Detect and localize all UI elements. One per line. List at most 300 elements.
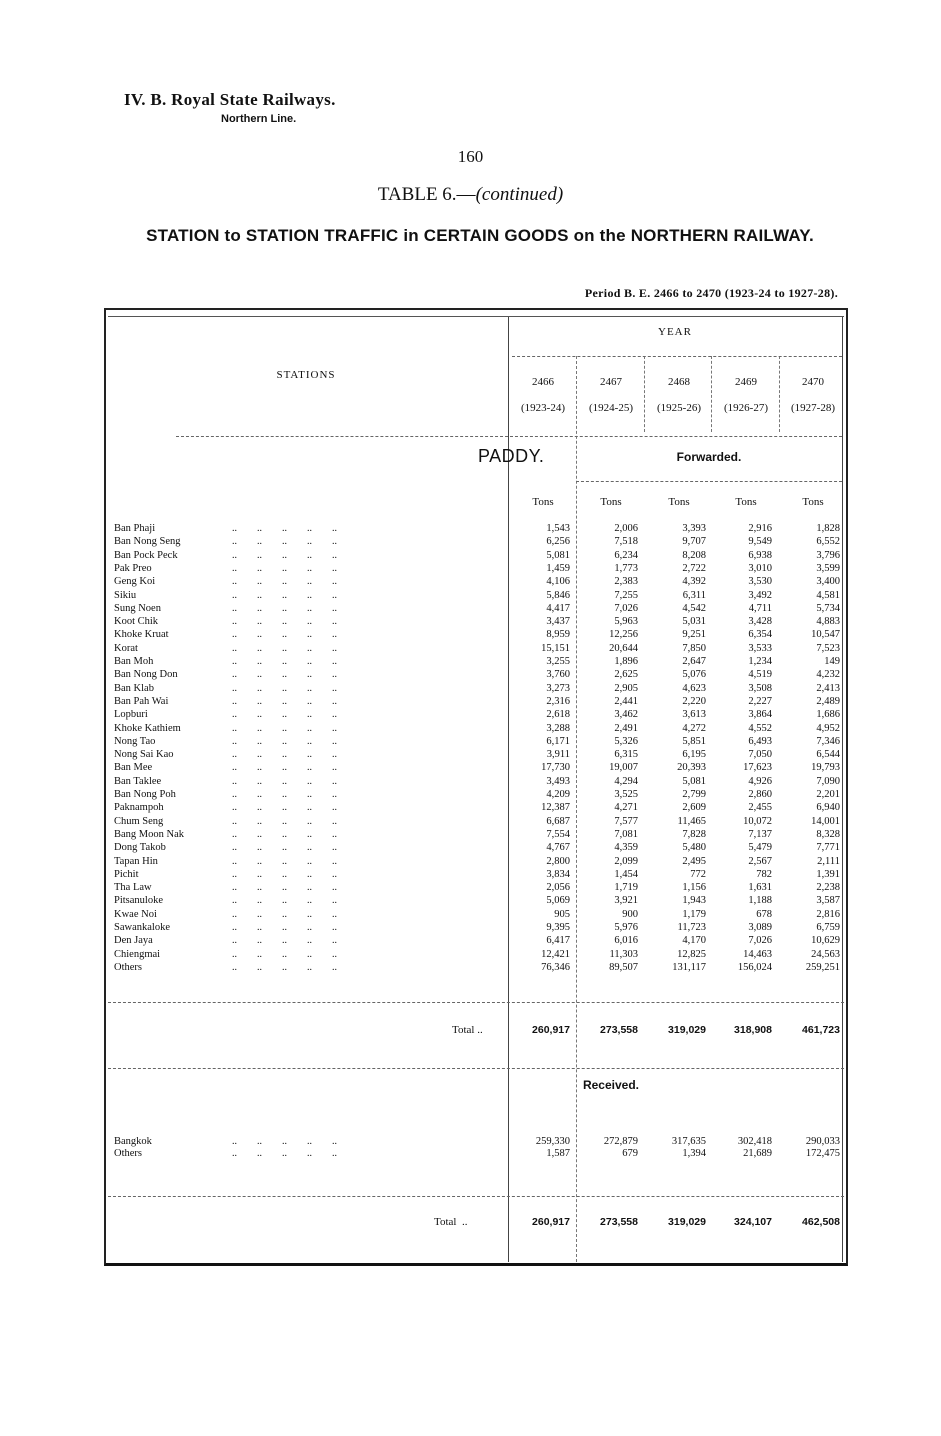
cell-value: 1,631 xyxy=(748,882,772,894)
station-name: Dong Takob xyxy=(114,842,166,854)
cell-value: 3,911 xyxy=(546,749,570,761)
total-label: Total .. xyxy=(434,1216,468,1228)
cell-value: 7,518 xyxy=(614,536,638,548)
cell-value: 3,525 xyxy=(614,789,638,800)
total-value: 319,029 xyxy=(668,1216,706,1228)
table-row xyxy=(114,1147,844,1160)
station-name: Ban Pock Peck xyxy=(114,549,178,561)
station-name: Pitsanuloke xyxy=(114,895,163,907)
cell-value: 2,722 xyxy=(682,562,706,574)
cell-value: 7,026 xyxy=(748,935,772,947)
cell-value: 1,828 xyxy=(816,523,840,534)
cell-value: 2,495 xyxy=(682,855,706,867)
cell-value: 4,623 xyxy=(682,682,706,694)
cell-value: 1,156 xyxy=(682,882,706,894)
cell-value: 5,976 xyxy=(614,922,638,933)
leader-dots: .. .. .. .. .. xyxy=(232,789,337,800)
cell-value: 3,834 xyxy=(546,868,570,880)
table-row xyxy=(114,615,844,628)
cell-value: 3,493 xyxy=(546,775,570,787)
cell-value: 6,234 xyxy=(614,549,638,561)
cell-value: 3,288 xyxy=(546,722,570,734)
cell-value: 905 xyxy=(554,908,570,920)
cell-value: 2,006 xyxy=(614,523,638,534)
cell-value: 900 xyxy=(622,908,638,920)
year-ad: (1924-25) xyxy=(589,402,633,414)
cell-value: 5,851 xyxy=(682,735,706,747)
total-value: 462,508 xyxy=(802,1216,840,1228)
cell-value: 2,413 xyxy=(816,682,840,694)
main-title: STATION to STATION TRAFFIC in CERTAIN GOODS on the NORTHERN RAILWAY. xyxy=(146,226,814,245)
table-rule xyxy=(108,1068,844,1069)
cell-value: 3,400 xyxy=(816,576,840,588)
leader-dots: .. .. .. .. .. xyxy=(232,775,337,787)
station-name: Chiengmai xyxy=(114,948,161,960)
cell-value: 5,480 xyxy=(682,842,706,854)
cell-value: 6,195 xyxy=(682,749,706,761)
cell-value: 7,255 xyxy=(614,589,638,601)
cell-value: 2,800 xyxy=(546,855,570,867)
total-value: 461,723 xyxy=(802,1024,840,1036)
cell-value: 17,730 xyxy=(541,762,570,774)
leader-dots: .. .. .. .. .. xyxy=(232,908,337,920)
cell-value: 21,689 xyxy=(743,1148,772,1159)
cell-value: 12,421 xyxy=(541,948,570,960)
table-row xyxy=(114,628,844,641)
cell-value: 4,359 xyxy=(614,842,638,854)
cell-value: 131,117 xyxy=(672,961,706,973)
cell-value: 3,530 xyxy=(748,576,772,588)
cell-value: 2,491 xyxy=(614,722,638,734)
cell-value: 7,577 xyxy=(614,815,638,827)
cell-value: 8,208 xyxy=(682,549,706,561)
station-name: Ban Klab xyxy=(114,682,154,694)
cell-value: 2,647 xyxy=(682,656,706,667)
cell-value: 89,507 xyxy=(609,961,638,973)
station-name: Paknampoh xyxy=(114,802,164,814)
cell-value: 6,687 xyxy=(546,815,570,827)
station-name: Ban Moh xyxy=(114,656,154,667)
station-name: Koot Chik xyxy=(114,616,159,628)
table-row xyxy=(114,761,844,774)
cell-value: 3,255 xyxy=(546,656,570,667)
cell-value: 317,635 xyxy=(671,1136,706,1147)
station-name: Chum Seng xyxy=(114,815,164,827)
leader-dots: .. .. .. .. .. xyxy=(232,669,337,681)
cell-value: 2,916 xyxy=(748,523,772,534)
table-row xyxy=(114,522,844,535)
cell-value: 6,315 xyxy=(614,749,638,761)
table-row xyxy=(114,828,844,841)
cell-value: 5,734 xyxy=(816,602,840,614)
cell-value: 272,879 xyxy=(603,1136,638,1147)
cell-value: 4,952 xyxy=(816,722,840,734)
cell-value: 7,523 xyxy=(816,642,840,654)
year-ad: (1927-28) xyxy=(791,402,835,414)
leader-dots: .. .. .. .. .. xyxy=(232,735,337,747)
cell-value: 7,828 xyxy=(682,828,706,840)
received-label: Received. xyxy=(582,1078,640,1092)
station-name: Sikiu xyxy=(114,589,137,601)
table-rule xyxy=(176,436,842,437)
year-be: 2466 xyxy=(532,376,554,388)
cell-value: 1,896 xyxy=(614,656,638,667)
cell-value: 290,033 xyxy=(805,1136,840,1147)
cell-value: 4,170 xyxy=(682,935,706,947)
station-name: Others xyxy=(114,1148,142,1159)
year-ad: (1923-24) xyxy=(521,402,565,414)
leader-dots: .. .. .. .. .. xyxy=(232,562,337,574)
cell-value: 2,099 xyxy=(614,855,638,867)
cell-value: 1,943 xyxy=(682,895,706,907)
station-name: Korat xyxy=(114,642,138,654)
station-name: Sung Noen xyxy=(114,602,161,614)
cell-value: 8,959 xyxy=(546,629,570,641)
table-row xyxy=(114,775,844,788)
leader-dots: .. .. .. .. .. xyxy=(232,935,337,947)
station-name: Ban Taklee xyxy=(114,775,162,787)
table-row xyxy=(114,748,844,761)
cell-value: 2,111 xyxy=(817,855,840,867)
cell-value: 1,188 xyxy=(748,895,772,907)
cell-value: 5,326 xyxy=(614,735,638,747)
table-row xyxy=(114,894,844,907)
cell-value: 2,383 xyxy=(614,576,638,588)
unit-label: Tons xyxy=(735,496,757,508)
cell-value: 4,392 xyxy=(682,576,706,588)
station-name: Others xyxy=(114,961,142,973)
cell-value: 5,479 xyxy=(748,842,772,854)
cell-value: 11,465 xyxy=(677,815,706,827)
cell-value: 3,089 xyxy=(748,922,772,933)
cell-value: 4,417 xyxy=(546,602,570,614)
year-be: 2470 xyxy=(802,376,824,388)
cell-value: 7,026 xyxy=(614,602,638,614)
leader-dots: .. .. .. .. .. xyxy=(232,709,337,721)
leader-dots: .. .. .. .. .. xyxy=(232,855,337,867)
cell-value: 24,563 xyxy=(811,948,840,960)
cell-value: 4,926 xyxy=(748,775,772,787)
year-header: YEAR xyxy=(658,326,692,338)
cell-value: 3,428 xyxy=(748,616,772,628)
cell-value: 4,272 xyxy=(682,722,706,734)
station-name: Ban Nong Poh xyxy=(114,789,176,800)
year-be: 2467 xyxy=(600,376,622,388)
cell-value: 2,905 xyxy=(614,682,638,694)
cell-value: 259,251 xyxy=(805,961,840,973)
cell-value: 2,609 xyxy=(682,802,706,814)
leader-dots: .. .. .. .. .. xyxy=(232,695,337,707)
leader-dots: .. .. .. .. .. xyxy=(232,722,337,734)
cell-value: 3,393 xyxy=(682,523,706,534)
cell-value: 9,251 xyxy=(682,629,706,641)
cell-value: 7,850 xyxy=(682,642,706,654)
cell-value: 3,599 xyxy=(816,562,840,574)
cell-value: 1,394 xyxy=(682,1148,706,1159)
cell-value: 19,007 xyxy=(609,762,638,774)
table-row xyxy=(114,908,844,921)
table-row xyxy=(114,575,844,588)
cell-value: 6,552 xyxy=(816,536,840,548)
table-row xyxy=(114,708,844,721)
leader-dots: .. .. .. .. .. xyxy=(232,1148,337,1159)
cell-value: 678 xyxy=(756,908,772,920)
table-row xyxy=(114,921,844,934)
table-row xyxy=(114,855,844,868)
cell-value: 6,759 xyxy=(816,922,840,933)
station-name: Tapan Hin xyxy=(114,855,158,867)
cell-value: 4,106 xyxy=(546,576,570,588)
cell-value: 5,069 xyxy=(546,895,570,907)
cell-value: 2,489 xyxy=(816,695,840,707)
station-name: Ban Phaji xyxy=(114,523,156,534)
cell-value: 3,492 xyxy=(748,589,772,601)
station-name: Nong Tao xyxy=(114,735,156,747)
cell-value: 4,552 xyxy=(748,722,772,734)
cell-value: 679 xyxy=(622,1148,638,1159)
cell-value: 6,311 xyxy=(682,589,706,601)
cell-value: 7,346 xyxy=(816,735,840,747)
leader-dots: .. .. .. .. .. xyxy=(232,895,337,907)
cell-value: 172,475 xyxy=(805,1148,840,1159)
cell-value: 2,618 xyxy=(546,709,570,721)
cell-value: 10,547 xyxy=(811,629,840,641)
cell-value: 3,462 xyxy=(614,709,638,721)
cell-value: 2,201 xyxy=(816,789,840,800)
cell-value: 19,793 xyxy=(811,762,840,774)
cell-value: 8,328 xyxy=(816,828,840,840)
table-rule xyxy=(576,481,842,482)
cell-value: 76,346 xyxy=(541,961,570,973)
cell-value: 5,846 xyxy=(546,589,570,601)
cell-value: 12,387 xyxy=(541,802,570,814)
table-row xyxy=(114,868,844,881)
stations-header: STATIONS xyxy=(276,369,336,381)
table-row xyxy=(114,682,844,695)
cell-value: 2,625 xyxy=(614,669,638,681)
cell-value: 7,554 xyxy=(546,828,570,840)
table-row xyxy=(114,549,844,562)
cell-value: 3,437 xyxy=(546,616,570,628)
cell-value: 14,001 xyxy=(811,815,840,827)
cell-value: 1,587 xyxy=(546,1148,570,1159)
year-be: 2468 xyxy=(668,376,690,388)
cell-value: 1,179 xyxy=(682,908,706,920)
cell-value: 4,271 xyxy=(614,802,638,814)
cell-value: 9,707 xyxy=(682,536,706,548)
leader-dots: .. .. .. .. .. xyxy=(232,802,337,814)
leader-dots: .. .. .. .. .. xyxy=(232,749,337,761)
total-value: 273,558 xyxy=(600,1024,638,1036)
table-row xyxy=(114,948,844,961)
station-name: Pak Preo xyxy=(114,562,152,574)
leader-dots: .. .. .. .. .. xyxy=(232,948,337,960)
cell-value: 2,860 xyxy=(748,789,772,800)
total-value: 318,908 xyxy=(734,1024,772,1036)
cell-value: 10,072 xyxy=(743,815,772,827)
cell-value: 5,963 xyxy=(614,616,638,628)
leader-dots: .. .. .. .. .. xyxy=(232,589,337,601)
leader-dots: .. .. .. .. .. xyxy=(232,642,337,654)
station-name: Khoke Kathiem xyxy=(114,722,181,734)
cell-value: 782 xyxy=(756,868,772,880)
cell-value: 12,825 xyxy=(677,948,706,960)
total-value: 260,917 xyxy=(532,1216,570,1228)
cell-value: 4,294 xyxy=(614,775,638,787)
cell-value: 5,076 xyxy=(682,669,706,681)
commodity-label: PADDY. xyxy=(478,446,545,466)
table-row xyxy=(114,841,844,854)
leader-dots: .. .. .. .. .. xyxy=(232,576,337,588)
leader-dots: .. .. .. .. .. xyxy=(232,656,337,667)
cell-value: 14,463 xyxy=(743,948,772,960)
unit-label: Tons xyxy=(532,496,554,508)
table-row xyxy=(114,655,844,668)
leader-dots: .. .. .. .. .. xyxy=(232,549,337,561)
cell-value: 11,723 xyxy=(677,922,706,933)
cell-value: 6,544 xyxy=(816,749,840,761)
cell-value: 11,303 xyxy=(609,948,638,960)
table-row xyxy=(114,961,844,974)
period-line: Period B. E. 2466 to 2470 (1923-24 to 1927-28). xyxy=(584,286,838,300)
total-value: 273,558 xyxy=(600,1216,638,1228)
cell-value: 20,393 xyxy=(677,762,706,774)
station-name: Tha Law xyxy=(114,882,152,894)
station-name: Ban Nong Don xyxy=(114,669,178,681)
cell-value: 2,799 xyxy=(682,789,706,800)
section-subheading: Northern Line. xyxy=(221,113,297,125)
cell-value: 5,081 xyxy=(546,549,570,561)
cell-value: 2,816 xyxy=(816,908,840,920)
total-value: 260,917 xyxy=(532,1024,570,1036)
table-row xyxy=(114,815,844,828)
leader-dots: .. .. .. .. .. xyxy=(232,602,337,614)
cell-value: 3,533 xyxy=(748,642,772,654)
cell-value: 2,455 xyxy=(748,802,772,814)
table-rule xyxy=(512,356,842,357)
cell-value: 3,587 xyxy=(816,895,840,907)
cell-value: 1,234 xyxy=(748,656,772,667)
cell-value: 4,209 xyxy=(546,789,570,800)
cell-value: 3,273 xyxy=(546,682,570,694)
station-name: Lopburi xyxy=(114,709,148,721)
cell-value: 7,137 xyxy=(748,828,772,840)
column-divider xyxy=(779,356,780,432)
station-name: Sawankaloke xyxy=(114,922,170,933)
leader-dots: .. .. .. .. .. xyxy=(232,922,337,933)
cell-value: 259,330 xyxy=(535,1136,570,1147)
cell-value: 6,171 xyxy=(546,735,570,747)
cell-value: 2,567 xyxy=(748,855,772,867)
leader-dots: .. .. .. .. .. xyxy=(232,961,337,973)
cell-value: 4,767 xyxy=(546,842,570,854)
cell-value: 1,459 xyxy=(546,562,570,574)
cell-value: 5,081 xyxy=(682,775,706,787)
table-row xyxy=(114,881,844,894)
cell-value: 1,719 xyxy=(614,882,638,894)
year-ad: (1926-27) xyxy=(724,402,768,414)
station-name: Ban Mee xyxy=(114,762,153,774)
station-name: Den Jaya xyxy=(114,935,153,947)
cell-value: 2,220 xyxy=(682,695,706,707)
cell-value: 4,883 xyxy=(816,616,840,628)
table-row xyxy=(114,642,844,655)
station-name: Kwae Noi xyxy=(114,908,157,920)
leader-dots: .. .. .. .. .. xyxy=(232,868,337,880)
table-row xyxy=(114,788,844,801)
table-continued: (continued) xyxy=(475,184,564,205)
cell-value: 7,050 xyxy=(748,749,772,761)
station-name: Pichit xyxy=(114,868,139,880)
cell-value: 6,354 xyxy=(748,629,772,641)
cell-value: 4,232 xyxy=(816,669,840,681)
cell-value: 4,581 xyxy=(816,589,840,601)
cell-value: 3,613 xyxy=(682,709,706,721)
cell-value: 2,227 xyxy=(748,695,772,707)
leader-dots: .. .. .. .. .. xyxy=(232,523,337,534)
cell-value: 6,493 xyxy=(748,735,772,747)
unit-label: Tons xyxy=(668,496,690,508)
cell-value: 3,010 xyxy=(748,562,772,574)
column-divider xyxy=(711,356,712,432)
station-name: Ban Pah Wai xyxy=(114,695,169,707)
cell-value: 6,940 xyxy=(816,802,840,814)
cell-value: 1,686 xyxy=(816,709,840,721)
leader-dots: .. .. .. .. .. xyxy=(232,842,337,854)
table-row xyxy=(114,695,844,708)
year-ad: (1925-26) xyxy=(657,402,701,414)
table-row xyxy=(114,602,844,615)
cell-value: 1,391 xyxy=(816,868,840,880)
page-number: 160 xyxy=(457,147,484,166)
cell-value: 7,081 xyxy=(614,828,638,840)
cell-value: 4,542 xyxy=(682,602,706,614)
cell-value: 4,711 xyxy=(748,602,772,614)
cell-value: 2,441 xyxy=(614,695,638,707)
leader-dots: .. .. .. .. .. xyxy=(232,536,337,548)
table-rule xyxy=(108,316,844,317)
cell-value: 15,151 xyxy=(541,642,570,654)
table-row xyxy=(114,589,844,602)
station-name: Nong Sai Kao xyxy=(114,749,174,761)
leader-dots: .. .. .. .. .. xyxy=(232,616,337,628)
cell-value: 7,771 xyxy=(816,842,840,854)
cell-value: 3,508 xyxy=(748,682,772,694)
table-row xyxy=(114,801,844,814)
cell-value: 1,773 xyxy=(614,562,638,574)
table-label: TABLE 6.— xyxy=(377,184,476,205)
table-rule xyxy=(108,1002,844,1003)
station-name: Geng Koi xyxy=(114,576,156,588)
leader-dots: .. .. .. .. .. xyxy=(232,682,337,694)
leader-dots: .. .. .. .. .. xyxy=(232,629,337,641)
cell-value: 2,316 xyxy=(546,695,570,707)
cell-value: 1,543 xyxy=(546,523,570,534)
table-row xyxy=(114,668,844,681)
table-row xyxy=(114,934,844,947)
cell-value: 1,454 xyxy=(614,868,638,880)
station-name: Khoke Kruat xyxy=(114,629,169,641)
leader-dots: .. .. .. .. .. xyxy=(232,762,337,774)
cell-value: 17,623 xyxy=(743,762,772,774)
table-row xyxy=(114,722,844,735)
cell-value: 3,796 xyxy=(816,549,840,561)
table-row xyxy=(114,562,844,575)
cell-value: 6,938 xyxy=(748,549,772,561)
cell-value: 4,519 xyxy=(748,669,772,681)
leader-dots: .. .. .. .. .. xyxy=(232,1136,337,1147)
cell-value: 3,864 xyxy=(748,709,772,721)
